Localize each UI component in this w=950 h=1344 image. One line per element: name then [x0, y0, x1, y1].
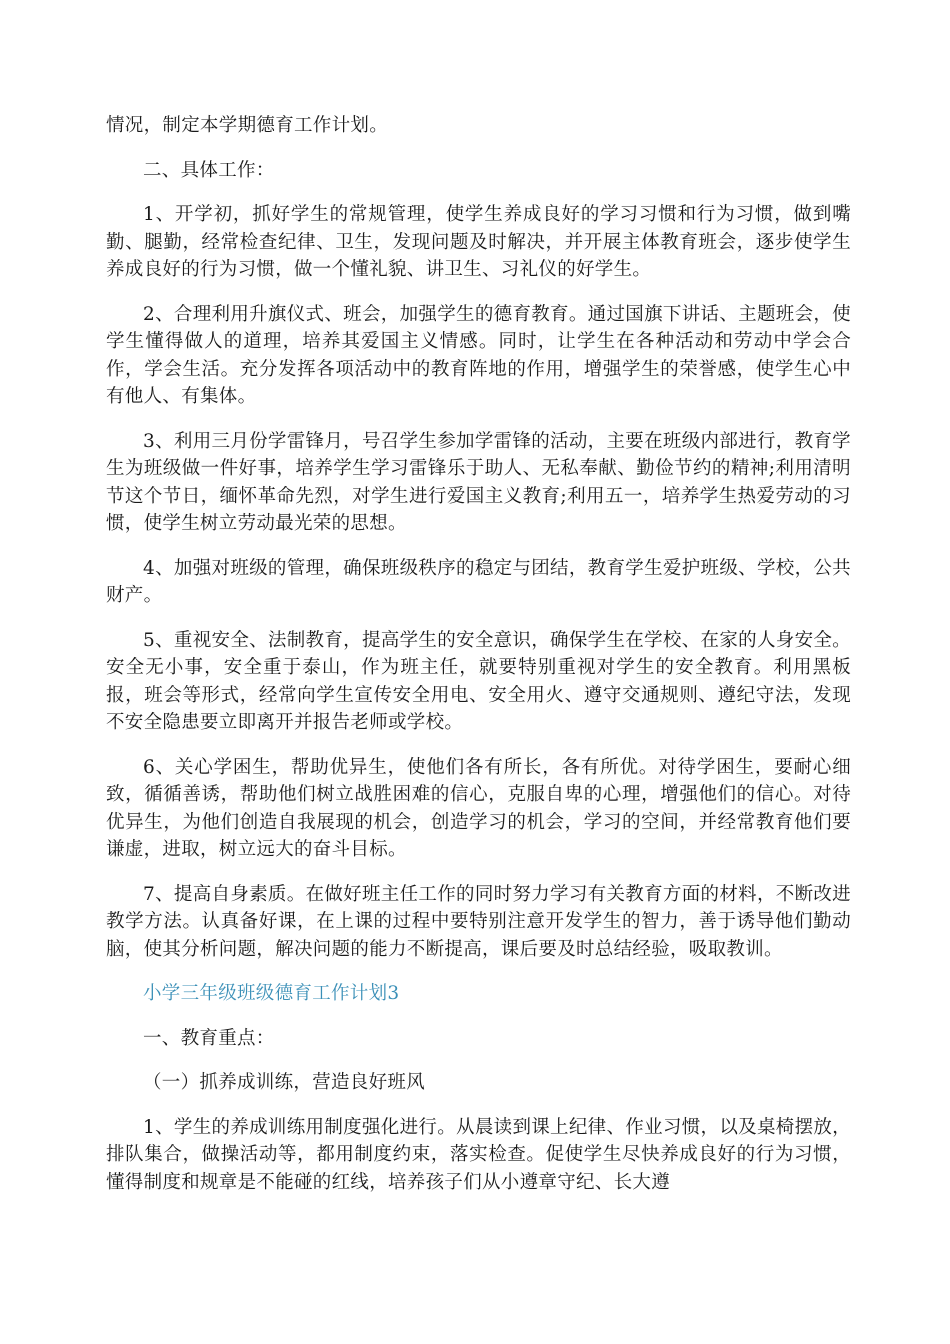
heading-education-focus: 一、教育重点：	[143, 1027, 275, 1049]
paragraph-habit-item-1: 1、学生的养成训练用制度强化进行。从晨读到课上纪律、作业习惯，以及桌椅摆放，排队集合，做操活动等，都用制度约束，落实检查。促使学生尽快养成良好的行为习惯，懂得制度和规章是不能碰的红线，培养孩子们从小遵章守纪、长大遵	[106, 1116, 851, 1193]
section-title: 小学三年级班级德育工作计划3	[143, 983, 400, 1004]
paragraph-intro-tail: 情况，制定本学期德育工作计划。	[106, 115, 389, 136]
paragraph-item-2: 2、合理利用升旗仪式、班会，加强学生的德育教育。通过国旗下讲话、主题班会，使学生懂得做人的道理，培养其爱国主义情感。同时，让学生在各种活动和劳动中学会合作，学会生活。充分发挥各项活动中的教育阵地的作用，增强学生的荣誉感，使学生心中有他人、有集体。	[106, 303, 851, 407]
paragraph-item-4: 4、加强对班级的管理，确保班级秩序的稳定与团结，教育学生爱护班级、学校，公共财产。	[106, 557, 851, 606]
document-body	[106, 112, 851, 1213]
paragraph-item-1: 1、开学初，抓好学生的常规管理，使学生养成良好的学习习惯和行为习惯，做到嘴勤、腿勤，经常检查纪律、卫生，发现问题及时解决，并开展主体教育班会，逐步使学生养成良好的行为习惯，做一个懂礼貌、讲卫生、习礼仪的好学生。	[106, 204, 851, 280]
paragraph-item-3: 3、利用三月份学雷锋月，号召学生参加学雷锋的活动，主要在班级内部进行，教育学生为班级做一件好事，培养学生学习雷锋乐于助人、无私奉献、勤俭节约的精神;利用清明节这个节日，缅怀革命先烈，对学生进行爱国主义教育;利用五一，培养学生热爱劳动的习惯，使学生树立劳动最光荣的思想。	[106, 430, 851, 534]
subheading-habit-training: （一）抓养成训练，营造良好班风	[143, 1072, 426, 1093]
paragraph-item-7: 7、提高自身素质。在做好班主任工作的同时努力学习有关教育方面的材料，不断改进教学方法。认真备好课，在上课的过程中要特别注意开发学生的智力，善于诱导他们勤动脑，使其分析问题，解决问题的能力不断提高，课后要及时总结经验，吸取教训。	[106, 883, 851, 960]
paragraph-item-5: 5、重视安全、法制教育，提高学生的安全意识，确保学生在学校、在家的人身安全。安全无小事，安全重于泰山，作为班主任，就要特别重视对学生的安全教育。利用黑板报，班会等形式，经常向学生宣传安全用电、安全用火、遵守交通规则、遵纪守法，发现不安全隐患要立即离开并报告老师或学校。	[106, 629, 851, 733]
paragraph-item-6: 6、关心学困生，帮助优异生，使他们各有所长，各有所优。对待学困生，要耐心细致，循循善诱，帮助他们树立战胜困难的信心，克服自卑的心理，增强他们的信心。对待优异生，为他们创造自我展现的机会，创造学习的机会，学习的空间，并经常教育他们要谦虚，进取，树立远大的奋斗目标。	[106, 756, 851, 860]
heading-specific-work: 二、具体工作：	[143, 159, 275, 181]
